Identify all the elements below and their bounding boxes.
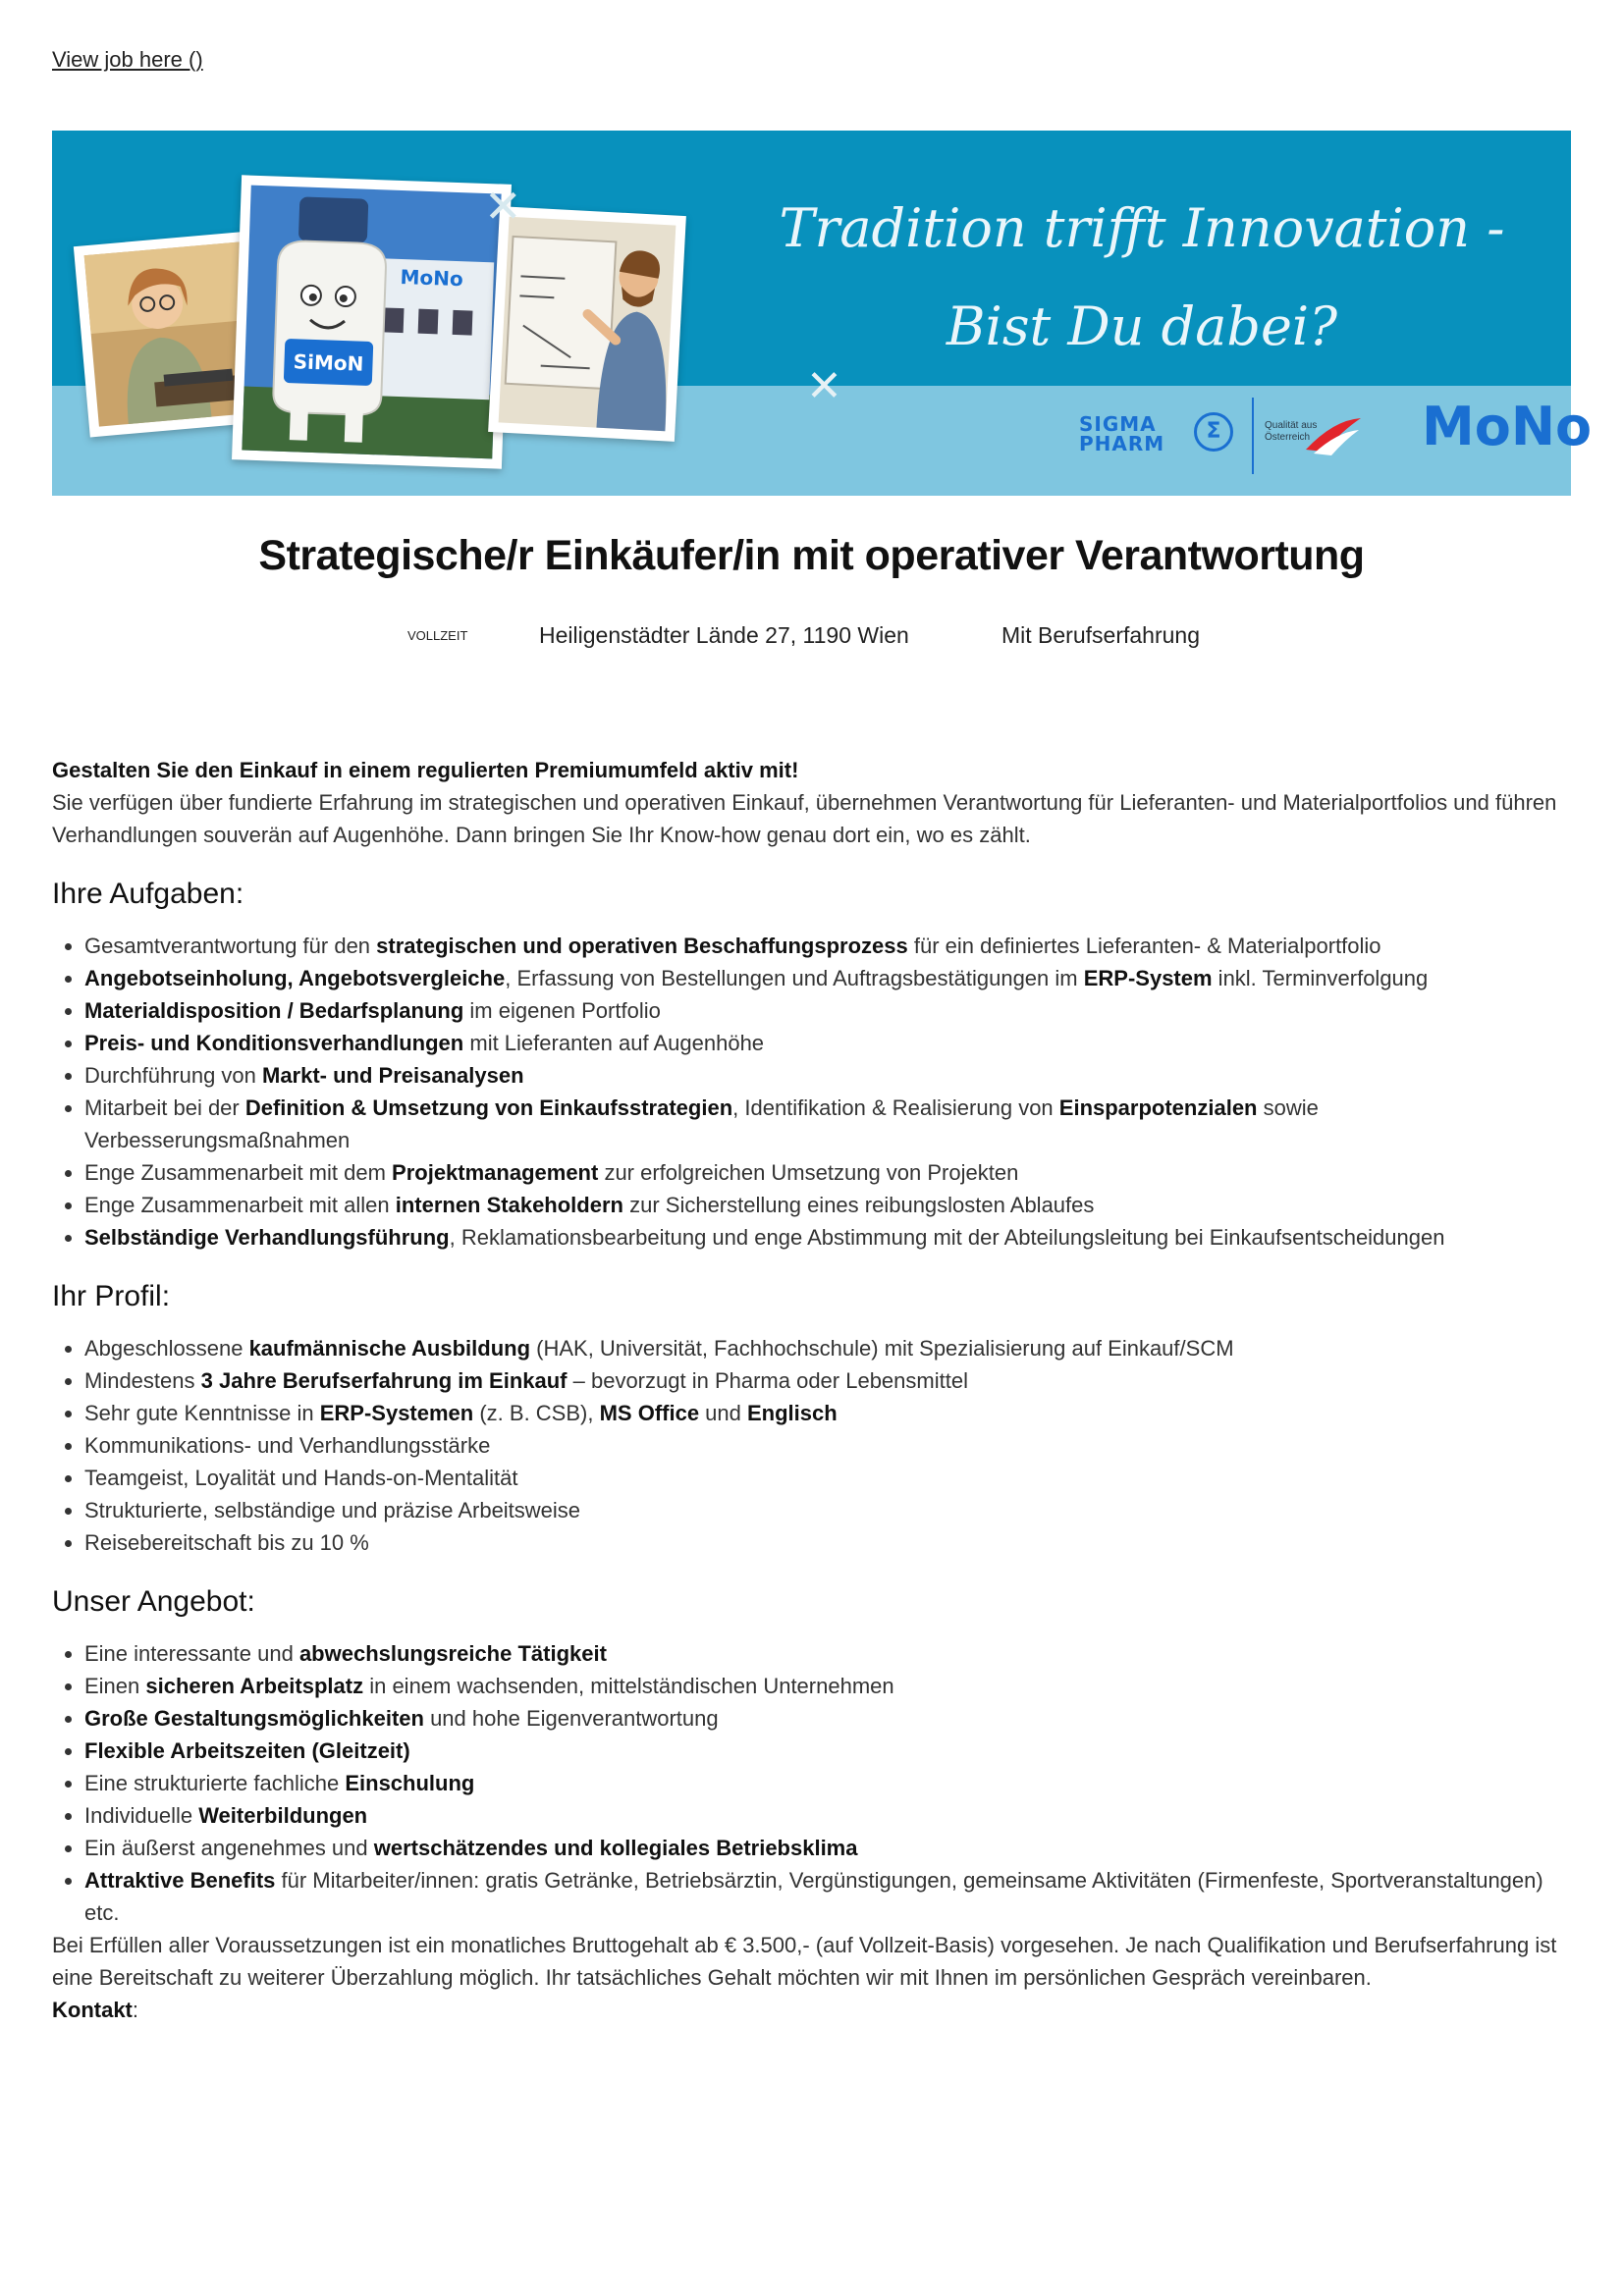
bold-text: Selbständige Verhandlungsführung [84, 1225, 450, 1250]
contact-label: Kontakt [52, 1998, 133, 2022]
section-heading: Unser Angebot: [52, 1585, 255, 1618]
bold-text: Englisch [747, 1401, 838, 1425]
list-item [84, 1221, 1571, 1254]
mascot-label: SiMoN [293, 349, 364, 376]
list-item [84, 1799, 1571, 1832]
list-item [84, 1364, 1571, 1397]
text: , Erfassung von Bestellungen und Auftragsbestätigungen im [505, 966, 1084, 990]
text: Durchführung von [84, 1063, 262, 1088]
contact-line [52, 1994, 1571, 2026]
mascot-illustration [242, 186, 501, 459]
list-item [84, 1864, 1571, 1929]
sigma-pharm-logo: SIGMA PHARM [1079, 412, 1165, 455]
cross-decoration-icon: ✕ [806, 361, 842, 411]
mono-logo: MoNo [1422, 396, 1593, 457]
austria-swoosh-icon [1304, 410, 1363, 459]
chemist-illustration [499, 217, 676, 432]
bold-text: Weiterbildungen [198, 1803, 368, 1828]
bold-text: kaufmännische Ausbildung [248, 1336, 531, 1361]
job-title: Strategische/r Einkäufer/in mit operativer Verantwortung [258, 532, 1365, 579]
text: Reisebereitschaft bis zu 10 % [84, 1530, 369, 1555]
view-job-link[interactable]: View job here () [52, 47, 203, 72]
text: sowie Verbesserungsmaßnahmen [84, 1095, 1319, 1152]
list-item [84, 1059, 1571, 1092]
list-item [84, 962, 1571, 994]
sigma-emblem-icon: Σ [1194, 412, 1233, 452]
job-location: Heiligenstädter Lände 27, 1190 Wien [539, 622, 909, 648]
logo-divider [1252, 398, 1254, 474]
text: Ein äußerst angenehmes und [84, 1836, 374, 1860]
text: Eine interessante und [84, 1641, 299, 1666]
section-heading: Ihr Profil: [52, 1280, 171, 1312]
list-item [84, 1156, 1571, 1189]
text: , Identifikation & Realisierung von [732, 1095, 1059, 1120]
text: für Mitarbeiter/innen: gratis Getränke, Betriebsärztin, Vergünstigungen, gemeinsame Aktivitäten (Firmenfeste, Sportveranstaltungen) etc. [84, 1868, 1543, 1925]
svg-text:MoNo: MoNo [400, 264, 464, 292]
text: Enge Zusammenarbeit mit dem [84, 1160, 393, 1185]
list-item [84, 1494, 1571, 1526]
text: Sehr gute Kenntnisse in [84, 1401, 320, 1425]
text: inkl. Terminverfolgung [1212, 966, 1429, 990]
bullet-list [52, 1332, 1571, 1559]
list-item [84, 1702, 1571, 1735]
list-item [84, 1670, 1571, 1702]
bold-text: strategischen und operativen Beschaffungsprozess [376, 934, 908, 958]
photo-mascot [232, 175, 512, 468]
intro-text: Sie verfügen über fundierte Erfahrung im strategischen und operativen Einkauf, übernehmen Verantwortung für Lieferanten- und Materialportfolios und führen Verhandlungen souverän auf Augenhöhe. Dann bringen Sie Ihr Know-how genau dort ein, wo es zählt. [52, 790, 1557, 847]
bold-text: Projektmanagement [392, 1160, 599, 1185]
list-item [84, 1397, 1571, 1429]
list-item [84, 1637, 1571, 1670]
job-description [52, 754, 1571, 2026]
bold-text: Attraktive Benefits [84, 1868, 276, 1893]
text: Enge Zusammenarbeit mit allen [84, 1193, 396, 1217]
list-item [84, 1767, 1571, 1799]
bold-text: sicheren Arbeitsplatz [145, 1674, 364, 1698]
tagline-line1: Tradition trifft Innovation - [779, 197, 1505, 259]
text: (HAK, Universität, Fachhochschule) mit Spezialisierung auf Einkauf/SCM [530, 1336, 1234, 1361]
banner-tagline [779, 180, 1505, 376]
list-item [84, 994, 1571, 1027]
intro-lead: Gestalten Sie den Einkauf in einem regulierten Premiumumfeld aktiv mit! [52, 758, 799, 782]
text: Individuelle [84, 1803, 199, 1828]
bold-text: Markt- und Preisanalysen [262, 1063, 524, 1088]
text: Mitarbeit bei der [84, 1095, 245, 1120]
header-banner [52, 131, 1593, 496]
experience-level: Mit Berufserfahrung [1001, 622, 1200, 648]
bold-text: Angebotseinholung, Angebotsvergleiche [84, 966, 506, 990]
text: und hohe Eigenverantwortung [423, 1706, 719, 1731]
list-item [84, 930, 1571, 962]
list-item [84, 1189, 1571, 1221]
bold-text: Einschulung [345, 1771, 475, 1795]
bold-text: 3 Jahre Berufserfahrung im Einkauf [200, 1368, 568, 1393]
list-item [84, 1429, 1571, 1462]
text: Einen [84, 1674, 146, 1698]
text: – bevorzugt in Pharma oder Lebensmittel [567, 1368, 968, 1393]
bold-text: Preis- und Konditionsverhandlungen [84, 1031, 464, 1055]
text: und [699, 1401, 747, 1425]
section-heading: Ihre Aufgaben: [52, 878, 244, 910]
text: Gesamtverantwortung für den [84, 934, 377, 958]
bold-text: Flexible Arbeitszeiten (Gleitzeit) [84, 1738, 410, 1763]
bold-text: Einsparpotenzialen [1058, 1095, 1258, 1120]
quality-austria-badge: Qualität aus Österreich [1265, 420, 1318, 443]
list-item [84, 1027, 1571, 1059]
list-item [84, 1526, 1571, 1559]
text: im eigenen Portfolio [463, 998, 661, 1023]
bold-text: ERP-System [1083, 966, 1213, 990]
text: Eine strukturierte fachliche [84, 1771, 346, 1795]
text: Kommunikations- und Verhandlungsstärke [84, 1433, 491, 1458]
text: zur Sicherstellung eines reibungslosten Ablaufes [622, 1193, 1095, 1217]
list-item [84, 1735, 1571, 1767]
text: mit Lieferanten auf Augenhöhe [463, 1031, 765, 1055]
bold-text: Materialdisposition / Bedarfsplanung [84, 998, 464, 1023]
list-item [84, 1462, 1571, 1494]
bold-text: ERP-Systemen [319, 1401, 474, 1425]
employment-type: VOLLZEIT [407, 628, 468, 643]
salary-info: Bei Erfüllen aller Voraussetzungen ist ein monatliches Bruttogehalt ab € 3.500,- (auf Vollzeit-Basis) vorgesehen. Je nach Qualifikation und Berufserfahrung ist eine Bereitschaft zu weiterer Überzahlung möglich. Ihr tatsächliches Gehalt möchten wir mit Ihnen im persönlichen Gespräch vereinbaren. [52, 1933, 1557, 1990]
bullet-list [52, 930, 1571, 1254]
text: Abgeschlossene [84, 1336, 249, 1361]
text: , Reklamationsbearbeitung und enge Abstimmung mit der Abteilungsleitung bei Einkaufsentscheidungen [449, 1225, 1445, 1250]
text: Teamgeist, Loyalität und Hands-on-Mentalität [84, 1466, 518, 1490]
list-item [84, 1092, 1571, 1156]
bold-text: MS Office [599, 1401, 700, 1425]
bold-text: internen Stakeholdern [395, 1193, 623, 1217]
list-item [84, 1832, 1571, 1864]
bullet-list [52, 1637, 1571, 1929]
text: (z. B. CSB), [473, 1401, 600, 1425]
text: für ein definiertes Lieferanten- & Materialportfolio [907, 934, 1381, 958]
bold-text: Definition & Umsetzung von Einkaufsstrategien [244, 1095, 733, 1120]
contact-colon: : [132, 1998, 139, 2022]
bold-text: wertschätzendes und kollegiales Betriebsklima [373, 1836, 858, 1860]
tagline-line2: Bist Du dabei? [946, 295, 1338, 357]
bold-text: Große Gestaltungsmöglichkeiten [84, 1706, 424, 1731]
sections-container [52, 877, 1571, 1929]
list-item [84, 1332, 1571, 1364]
text: zur erfolgreichen Umsetzung von Projekten [598, 1160, 1019, 1185]
cross-decoration-icon: ✕ [484, 180, 522, 233]
text: Strukturierte, selbständige und präzise Arbeitsweise [84, 1498, 581, 1522]
photo-chemist [488, 206, 686, 442]
text: Mindestens [84, 1368, 201, 1393]
text: in einem wachsenden, mittelständischen Unternehmen [363, 1674, 894, 1698]
bold-text: abwechslungsreiche Tätigkeit [298, 1641, 607, 1666]
office-woman-illustration [84, 241, 256, 426]
